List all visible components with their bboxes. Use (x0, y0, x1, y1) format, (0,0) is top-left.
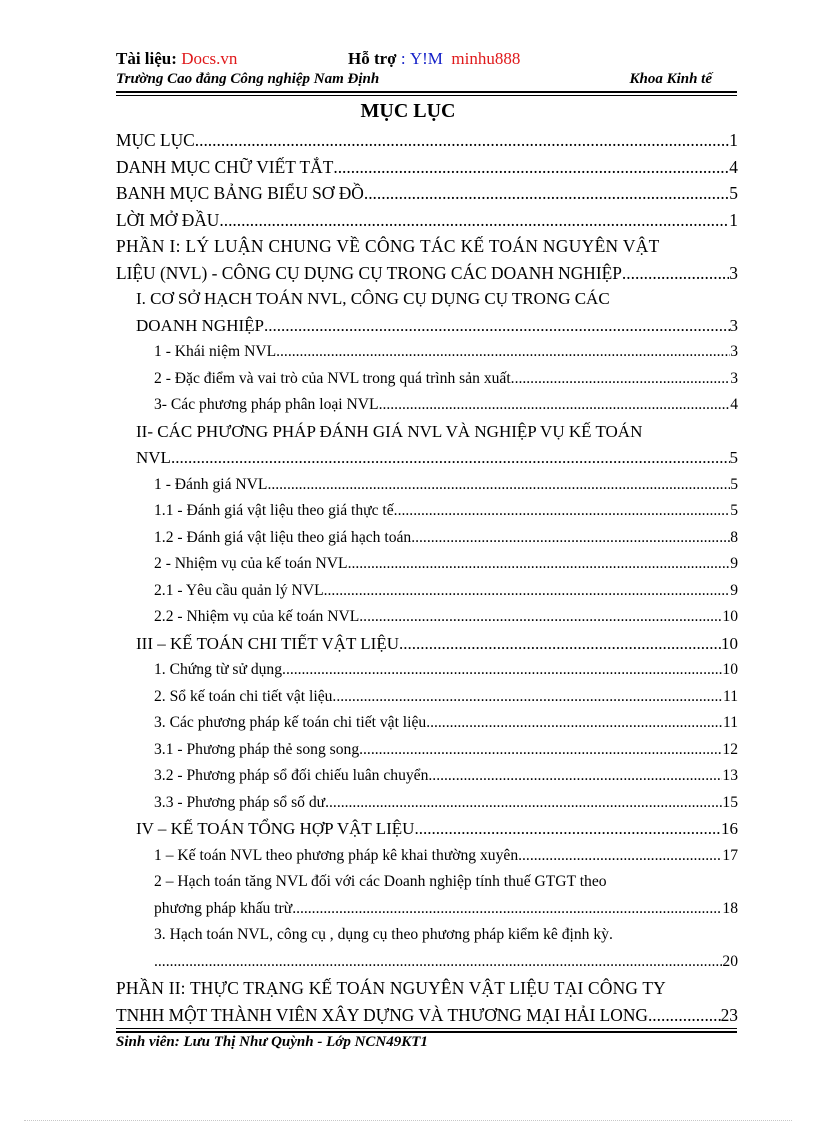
table-of-contents (116, 127, 738, 1028)
toc-entry-text: 3- Các phương pháp phân loại NVL (154, 396, 379, 413)
toc-entry-page: 13 (722, 767, 738, 784)
toc-entry[interactable] (116, 366, 738, 393)
toc-entry-page: 11 (722, 687, 738, 705)
toc-leader-dots (276, 339, 730, 366)
toc-entry-text: 3. Các phương pháp kế toán chi tiết vật liệu. (154, 714, 431, 731)
toc-entry-text: 2. Sổ kế toán chi tiết vật liệu. (154, 687, 337, 705)
footer-rule-thick (116, 1031, 737, 1033)
toc-entry[interactable] (116, 710, 738, 737)
toc-entry-page: 1 (729, 209, 738, 230)
toc-entry-page: 17 (722, 846, 738, 864)
toc-entry[interactable] (116, 260, 738, 287)
toc-entry-page: 4 (729, 156, 738, 177)
toc-entry-line1[interactable] (116, 233, 738, 260)
support-id[interactable]: minhu888 (451, 49, 521, 68)
toc-leader-dots (264, 313, 730, 340)
toc-entry[interactable] (116, 790, 738, 817)
toc-leader-dots (379, 392, 731, 419)
toc-entry-text: DOANH NGHIỆP (136, 315, 264, 335)
toc-entry-text: 2 - Đặc điểm và vai trò của NVL trong quá trình sản xuất (154, 369, 511, 387)
toc-entry-page: 18 (722, 899, 738, 917)
toc-entry-text: III – KẾ TOÁN CHI TIẾT VẬT LIỆU. (136, 633, 404, 653)
toc-entry[interactable] (116, 578, 738, 605)
toc-entry-text-line1: 3. Hạch toán NVL, công cụ , dụng cụ theo phương pháp kiểm kê định kỳ. (154, 926, 613, 943)
toc-leader-dots (336, 684, 723, 711)
doc-site-link[interactable]: Docs.vn (181, 49, 238, 68)
toc-leader-dots (363, 604, 722, 631)
toc-entry-page: 11 (722, 714, 738, 731)
toc-entry-line1[interactable] (116, 922, 738, 949)
toc-entry-page: 4 (730, 396, 738, 413)
toc-entry[interactable] (116, 1002, 738, 1029)
header-rule-thick (116, 91, 737, 93)
toc-entry[interactable] (116, 737, 738, 764)
toc-entry-text-line1: II- CÁC PHƯƠNG PHÁP ĐÁNH GIÁ NVL VÀ NGHIỆP VỤ KẾ TOÁN (136, 421, 643, 441)
toc-entry-page: 3 (729, 262, 738, 283)
toc-entry-page: 15 (722, 793, 738, 811)
toc-leader-dots (351, 551, 730, 578)
toc-leader-dots (364, 180, 729, 207)
toc-leader-dots (415, 525, 730, 552)
toc-leader-dots (154, 949, 722, 976)
toc-entry-text: LIỆU (NVL) - CÔNG CỤ DỤNG CỤ TRONG CÁC DOANH NGHIỆP (116, 262, 622, 283)
toc-entry-page: 1 (729, 130, 738, 150)
toc-entry-text: TNHH MỘT THÀNH VIÊN XÂY DỰNG VÀ THƯƠNG MẠI HẢI LONG (116, 1004, 648, 1025)
toc-leader-dots (419, 816, 721, 843)
page-title: MỤC LỤC (360, 100, 456, 122)
toc-leader-dots (522, 843, 722, 870)
support-colon: : (396, 49, 406, 68)
toc-entry[interactable] (116, 207, 738, 234)
toc-entry[interactable] (116, 525, 738, 552)
toc-entry-line1[interactable] (116, 869, 738, 896)
school-header (116, 71, 736, 91)
toc-entry-text: 1. Chứng từ sử dụng. (154, 661, 286, 678)
toc-entry-page: 3 (730, 369, 738, 387)
toc-entry[interactable] (116, 631, 738, 658)
support-ym: Y!M (409, 49, 443, 68)
toc-entry-text: IV – KẾ TOÁN TỔNG HỢP VẬT LIỆU. (136, 819, 419, 838)
faculty-name: Khoa Kinh tế (629, 71, 712, 87)
support-info (348, 49, 520, 69)
toc-entry[interactable] (116, 339, 738, 366)
toc-entry-text-line1: PHẦN I: LÝ LUẬN CHUNG VỀ CÔNG TÁC KẾ TOÁN NGUYÊN VẬT (116, 236, 660, 256)
toc-entry-page: 5 (730, 502, 738, 519)
toc-entry[interactable] (116, 127, 738, 154)
toc-leader-dots (195, 127, 730, 154)
toc-entry-text: 1 - Đánh giá NVL. (154, 475, 272, 493)
toc-entry[interactable] (116, 392, 738, 419)
document-source-header (116, 49, 756, 71)
support-label: Hỗ trợ (348, 49, 397, 68)
toc-leader-dots (333, 154, 729, 181)
toc-entry[interactable] (116, 816, 738, 843)
toc-leader-dots (219, 207, 729, 234)
toc-entry-text: BANH MỤC BẢNG BIỂU SƠ ĐỒ (116, 183, 364, 203)
toc-entry-page: 3 (730, 343, 738, 360)
toc-entry-page: 9 (730, 581, 738, 599)
toc-leader-dots (622, 260, 729, 287)
toc-entry-page: 8 (730, 528, 738, 546)
toc-entry-page: 5 (729, 183, 738, 203)
toc-entry[interactable] (116, 498, 738, 525)
toc-entry[interactable] (116, 313, 738, 340)
toc-entry-text: LỜI MỞ ĐẦU (116, 209, 220, 230)
toc-entry-page: 10 (722, 661, 738, 678)
toc-entry[interactable] (116, 843, 738, 870)
toc-leader-dots (648, 1002, 721, 1029)
toc-entry-text-line1: PHẦN II: THỰC TRẠNG KẾ TOÁN NGUYÊN VẬT LIỆU TẠI CÔNG TY (116, 978, 666, 998)
toc-entry-text: 2 - Nhiệm vụ của kế toán NVL. (154, 555, 352, 572)
toc-entry[interactable] (116, 445, 738, 472)
toc-entry-line1[interactable] (116, 975, 738, 1002)
toc-entry[interactable] (116, 949, 738, 976)
school-name: Trường Cao đẳng Công nghiệp Nam Định (116, 71, 380, 87)
toc-entry-text: 2.2 - Nhiệm vụ của kế toán NVL. (154, 608, 364, 625)
toc-entry-line1[interactable] (116, 419, 738, 446)
toc-entry-text: MỤC LỤC (116, 130, 195, 150)
toc-entry-text: 3.2 - Phương pháp sổ đối chiếu luân chuyển. (154, 767, 433, 784)
toc-leader-dots (363, 737, 722, 764)
toc-leader-dots (271, 472, 730, 499)
toc-entry-text: DANH MỤC CHỮ VIẾT TẮT (116, 156, 334, 177)
doc-label-colon: : (171, 49, 177, 68)
toc-entry[interactable] (116, 604, 738, 631)
toc-leader-dots (403, 631, 721, 658)
toc-entry[interactable] (116, 657, 738, 684)
toc-entry[interactable] (116, 180, 738, 207)
toc-entry-page: 23 (720, 1004, 738, 1025)
toc-leader-dots (430, 710, 723, 737)
toc-entry-text: 2.1 - Yêu cầu quản lý NVL. (154, 581, 328, 599)
toc-entry-page: 5 (730, 475, 738, 493)
toc-leader-dots (398, 498, 731, 525)
toc-entry-text: 1.1 - Đánh giá vật liệu theo giá thực tế. (154, 502, 398, 519)
header-rule-thin (116, 95, 737, 96)
toc-entry[interactable] (116, 896, 738, 923)
toc-leader-dots (329, 790, 722, 817)
toc-entry-text-line1: I. CƠ SỞ HẠCH TOÁN NVL, CÔNG CỤ DỤNG CỤ TRONG CÁC (136, 289, 610, 308)
toc-entry[interactable] (116, 684, 738, 711)
toc-entry-text: 1 - Khái niệm NVL (154, 343, 277, 360)
toc-leader-dots (292, 896, 722, 923)
toc-entry-page: 10 (721, 633, 738, 653)
toc-entry-page: 10 (722, 608, 738, 625)
page-bottom-edge (24, 1120, 792, 1121)
toc-entry-text: NVL (136, 448, 171, 467)
toc-leader-dots (286, 657, 722, 684)
toc-entry-text: 3.3 - Phương pháp sổ số dư. (154, 793, 330, 811)
toc-entry-page: 5 (729, 448, 738, 467)
toc-entry-text-line1: 2 – Hạch toán tăng NVL đối với các Doanh nghiệp tính thuế GTGT theo (154, 873, 607, 890)
footer-rule-thin (116, 1028, 737, 1029)
student-footer: Sinh viên: Lưu Thị Như Quỳnh - Lớp NCN49KT1 (116, 1034, 428, 1050)
toc-entry[interactable] (116, 154, 738, 181)
toc-entry-page: 20 (722, 952, 738, 970)
toc-entry-line1[interactable] (116, 286, 738, 313)
toc-leader-dots (328, 578, 731, 605)
toc-entry-page: 12 (722, 740, 738, 758)
toc-leader-dots (432, 763, 722, 790)
toc-entry[interactable] (116, 472, 738, 499)
toc-leader-dots (171, 445, 730, 472)
toc-entry-text: 1 – Kế toán NVL theo phương pháp kê khai thường xuyên. (154, 846, 523, 864)
toc-entry-page: 16 (721, 819, 738, 838)
toc-entry-text: 1.2 - Đánh giá vật liệu theo giá hạch toán. (154, 528, 416, 546)
toc-entry-page: 3 (729, 315, 738, 335)
toc-entry-page: 9 (730, 555, 738, 572)
toc-entry[interactable] (116, 551, 738, 578)
toc-entry[interactable] (116, 763, 738, 790)
toc-leader-dots (511, 366, 731, 393)
doc-label: Tài liệu (116, 49, 172, 68)
toc-entry-text: phương pháp khấu trừ (154, 899, 293, 917)
toc-entry-text: 3.1 - Phương pháp thẻ song song. (154, 740, 364, 758)
